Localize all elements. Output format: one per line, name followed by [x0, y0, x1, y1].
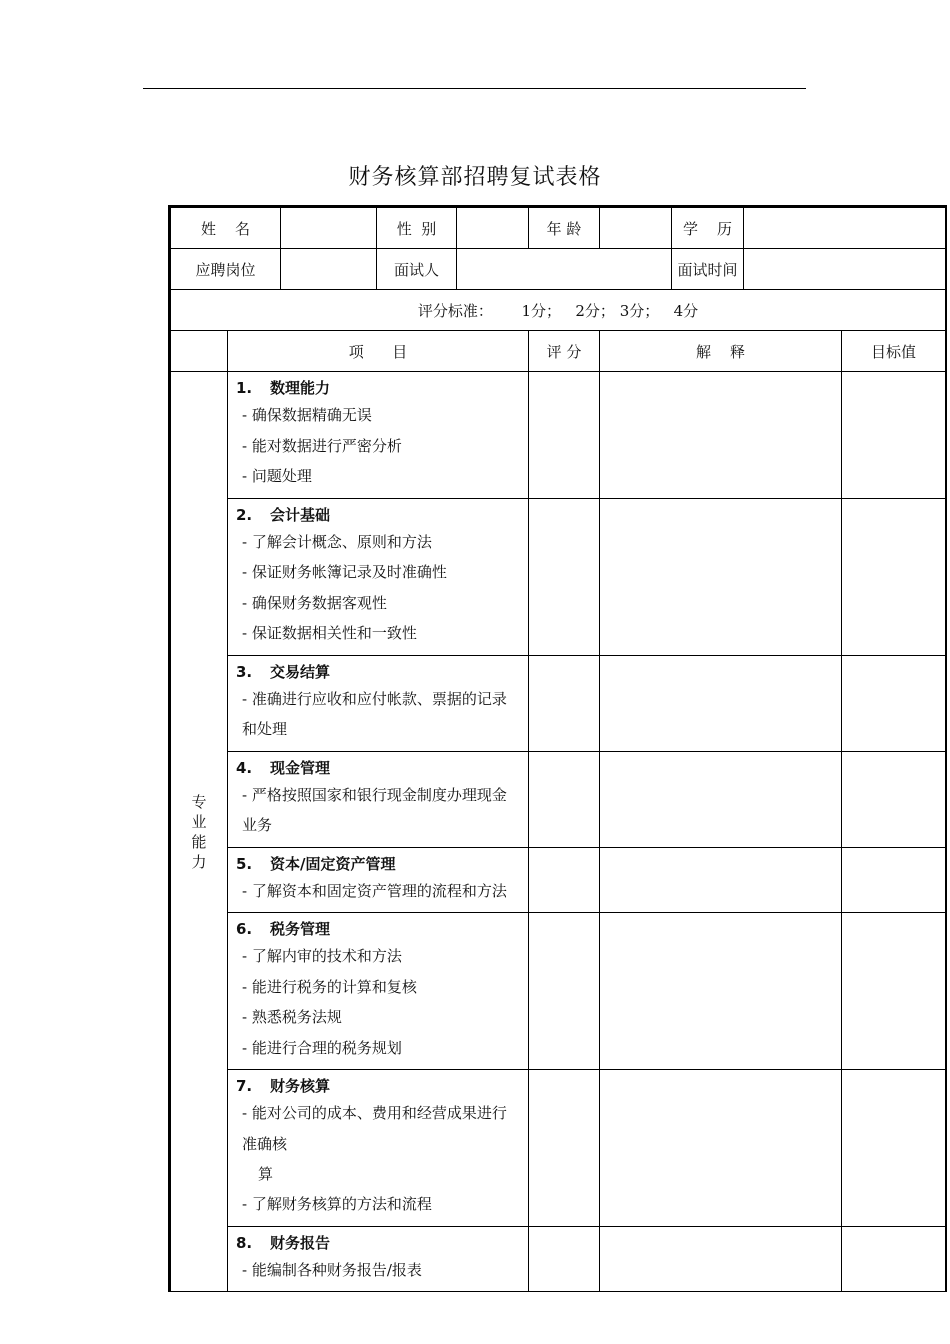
age-field[interactable]	[600, 208, 672, 249]
criterion: - 能进行合理的税务规划	[242, 1038, 402, 1057]
section-row	[171, 847, 946, 913]
gender-field[interactable]	[457, 208, 529, 249]
interview-time-label: 面试时间	[672, 249, 744, 290]
criterion: - 能编制各种财务报告/报表	[242, 1260, 422, 1279]
header-rule	[143, 88, 806, 89]
interviewer-label: 面试人	[377, 249, 457, 290]
position-field[interactable]	[281, 249, 377, 290]
criterion: - 了解会计概念、原则和方法	[242, 532, 432, 551]
section-row	[171, 372, 946, 499]
section-row	[171, 1226, 946, 1292]
explain-cell[interactable]	[600, 655, 842, 751]
section-item	[228, 751, 529, 847]
target-column-header: 目标值	[842, 331, 946, 372]
score-cell[interactable]	[529, 1070, 600, 1227]
age-label: 年 龄	[529, 208, 600, 249]
item-column-header: 项 目	[228, 331, 529, 372]
target-cell[interactable]	[842, 847, 946, 913]
section-title: 1. 数理能力	[236, 379, 331, 397]
category-header	[171, 331, 228, 372]
section-row	[171, 655, 946, 751]
explain-cell[interactable]	[600, 498, 842, 655]
position-label: 应聘岗位	[171, 249, 281, 290]
score-level-1: 1分；	[521, 301, 562, 320]
info-row-1	[171, 208, 946, 249]
section-row	[171, 498, 946, 655]
section-row	[171, 1070, 946, 1227]
name-label: 姓 名	[171, 208, 281, 249]
target-cell[interactable]	[842, 913, 946, 1070]
explain-column-header: 解 释	[600, 331, 842, 372]
criterion: - 确保财务数据客观性	[242, 593, 387, 612]
section-title: 2. 会计基础	[236, 505, 331, 524]
criterion: - 了解财务核算的方法和流程	[242, 1195, 432, 1213]
section-row	[171, 751, 946, 847]
score-cell[interactable]	[529, 751, 600, 847]
category-professional-ability: 专 业 能 力	[171, 372, 228, 1292]
criterion: - 保证财务帐簿记录及时准确性	[242, 563, 447, 581]
criterion: - 严格按照国家和银行现金制度办理现金业务	[242, 785, 507, 834]
info-row-2	[171, 249, 946, 290]
target-cell[interactable]	[842, 498, 946, 655]
criterion: - 了解内审的技术和方法	[242, 947, 402, 965]
score-cell[interactable]	[529, 847, 600, 913]
scoring-row	[171, 290, 946, 331]
section-item	[228, 1070, 529, 1227]
score-cell[interactable]	[529, 372, 600, 499]
scoring-label: 评分标准：	[417, 301, 493, 320]
criterion: - 熟悉税务法规	[242, 1008, 342, 1026]
score-cell[interactable]	[529, 498, 600, 655]
interview-form-table	[168, 205, 947, 1292]
page-title: 财务核算部招聘复试表格	[348, 165, 602, 190]
target-cell[interactable]	[842, 751, 946, 847]
score-level-3: 3分；	[619, 301, 660, 320]
name-field[interactable]	[281, 208, 377, 249]
section-title: 7. 财务核算	[236, 1077, 331, 1095]
score-level-2: 2分；	[575, 301, 615, 320]
criterion: - 能对公司的成本、费用和经营成果进行准确核 算	[242, 1104, 507, 1183]
education-field[interactable]	[744, 208, 946, 249]
criterion: - 准确进行应收和应付帐款、票据的记录和处理	[242, 689, 507, 738]
criterion: - 确保数据精确无误	[242, 406, 372, 424]
score-cell[interactable]	[529, 913, 600, 1070]
criterion: - 保证数据相关性和一致性	[242, 624, 417, 642]
section-item	[228, 913, 529, 1070]
interview-time-field[interactable]	[744, 249, 946, 290]
section-item	[228, 372, 529, 499]
explain-cell[interactable]	[600, 913, 842, 1070]
scoring-standard	[171, 290, 946, 331]
section-title: 4. 现金管理	[236, 758, 331, 777]
section-title: 6. 税务管理	[236, 920, 331, 938]
section-title: 8. 财务报告	[236, 1233, 331, 1252]
score-cell[interactable]	[529, 655, 600, 751]
score-column-header: 评 分	[529, 331, 600, 372]
score-cell[interactable]	[529, 1226, 600, 1292]
education-label: 学 历	[672, 208, 744, 249]
explain-cell[interactable]	[600, 372, 842, 499]
criterion: - 问题处理	[242, 467, 312, 485]
gender-label: 性 别	[377, 208, 457, 249]
criterion: - 能进行税务的计算和复核	[242, 977, 417, 996]
score-level-4: 4分	[673, 301, 699, 320]
section-title: 5. 资本/固定资产管理	[236, 854, 396, 873]
column-header-row	[171, 331, 946, 372]
section-row	[171, 913, 946, 1070]
section-item	[228, 847, 529, 913]
interviewer-field[interactable]	[457, 249, 672, 290]
explain-cell[interactable]	[600, 1226, 842, 1292]
criterion: - 了解资本和固定资产管理的流程和方法	[242, 881, 507, 900]
target-cell[interactable]	[842, 1070, 946, 1227]
explain-cell[interactable]	[600, 751, 842, 847]
target-cell[interactable]	[842, 372, 946, 499]
section-item	[228, 1226, 529, 1292]
explain-cell[interactable]	[600, 1070, 842, 1227]
criterion: - 能对数据进行严密分析	[242, 436, 402, 455]
section-item	[228, 655, 529, 751]
section-title: 3. 交易结算	[236, 662, 331, 681]
target-cell[interactable]	[842, 655, 946, 751]
explain-cell[interactable]	[600, 847, 842, 913]
target-cell[interactable]	[842, 1226, 946, 1292]
section-item	[228, 498, 529, 655]
